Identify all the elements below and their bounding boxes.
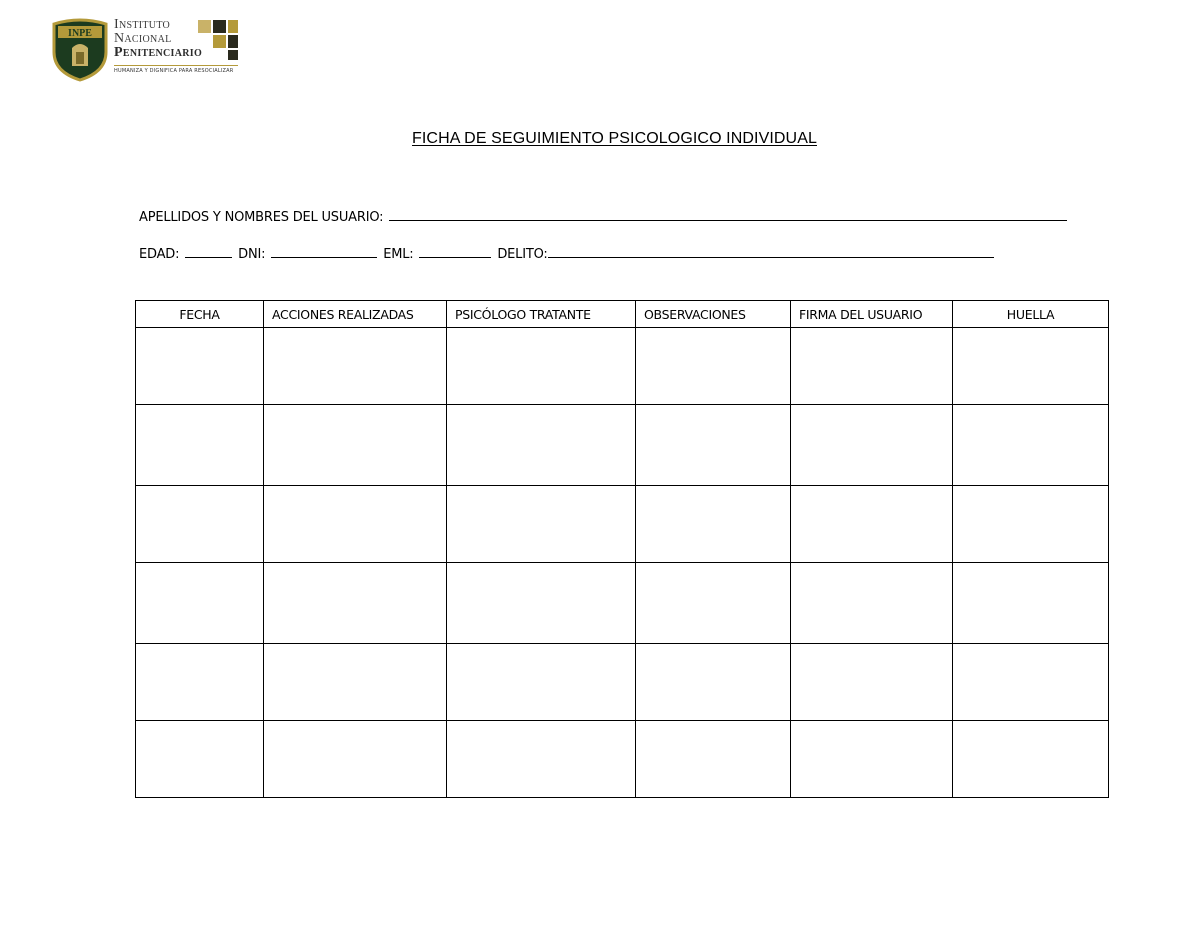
edad-label: EDAD:	[139, 247, 180, 262]
table-cell[interactable]	[791, 644, 953, 721]
table-cell[interactable]	[264, 721, 447, 798]
table-cell[interactable]	[136, 721, 264, 798]
table-cell[interactable]	[636, 563, 791, 644]
header-observaciones: OBSERVACIONES	[636, 301, 791, 328]
inpe-shield-icon	[50, 18, 110, 82]
table-cell[interactable]	[447, 721, 636, 798]
table-cell[interactable]	[953, 486, 1109, 563]
form-line-datos	[139, 244, 996, 262]
logo-slogan: HUMANIZA Y DIGNIFICA PARA RESOCIALIZAR	[114, 68, 234, 74]
table-cell[interactable]	[636, 328, 791, 405]
table-cell[interactable]	[953, 563, 1109, 644]
table-cell[interactable]	[791, 721, 953, 798]
table-cell[interactable]	[791, 328, 953, 405]
table-cell[interactable]	[264, 563, 447, 644]
table-cell[interactable]	[136, 644, 264, 721]
header-fecha: FECHA	[136, 301, 264, 328]
eml-blank[interactable]	[419, 244, 491, 258]
table-cell[interactable]	[264, 644, 447, 721]
header-firma: FIRMA DEL USUARIO	[791, 301, 953, 328]
header-acciones: ACCIONES REALIZADAS	[264, 301, 447, 328]
logo-line-2: Nacional	[114, 31, 172, 46]
table-cell[interactable]	[136, 328, 264, 405]
table-row	[136, 486, 1109, 563]
header-psicologo: PSICÓLOGO TRATANTE	[447, 301, 636, 328]
nombres-label: APELLIDOS Y NOMBRES DEL USUARIO:	[139, 210, 384, 225]
table-cell[interactable]	[636, 405, 791, 486]
table-row	[136, 328, 1109, 405]
logo-rule	[114, 65, 238, 66]
form-line-nombres	[139, 207, 1069, 225]
table-cell[interactable]	[953, 644, 1109, 721]
table-cell[interactable]	[447, 563, 636, 644]
tracking-table	[135, 300, 1109, 798]
logo-line-1: Instituto	[114, 17, 171, 32]
table-row	[136, 405, 1109, 486]
table-header-row	[136, 301, 1109, 328]
table-cell[interactable]	[953, 405, 1109, 486]
table-cell[interactable]	[791, 405, 953, 486]
table-cell[interactable]	[264, 405, 447, 486]
dni-blank[interactable]	[271, 244, 377, 258]
edad-blank[interactable]	[185, 244, 232, 258]
table-cell[interactable]	[447, 328, 636, 405]
logo-line-3: Penitenciario	[114, 45, 203, 60]
eml-label: EML:	[383, 247, 414, 262]
delito-label: DELITO:	[497, 247, 548, 262]
table-cell[interactable]	[136, 405, 264, 486]
nombres-blank[interactable]	[389, 207, 1067, 221]
table-cell[interactable]	[264, 486, 447, 563]
table-cell[interactable]	[636, 721, 791, 798]
table-cell[interactable]	[791, 486, 953, 563]
table-cell[interactable]	[264, 328, 447, 405]
table-row	[136, 644, 1109, 721]
logo-squares-icon	[198, 20, 242, 64]
table-cell[interactable]	[953, 328, 1109, 405]
inpe-logo	[50, 18, 250, 82]
table-cell[interactable]	[136, 486, 264, 563]
table-row	[136, 563, 1109, 644]
table-cell[interactable]	[636, 644, 791, 721]
table-row	[136, 721, 1109, 798]
table-cell[interactable]	[447, 486, 636, 563]
table-cell[interactable]	[136, 563, 264, 644]
dni-label: DNI:	[238, 247, 266, 262]
header-huella: HUELLA	[953, 301, 1109, 328]
table-cell[interactable]	[636, 486, 791, 563]
badge-text: INPE	[68, 28, 92, 39]
table-cell[interactable]	[447, 644, 636, 721]
table-cell[interactable]	[447, 405, 636, 486]
table-cell[interactable]	[791, 563, 953, 644]
delito-blank[interactable]	[548, 244, 994, 258]
table-cell[interactable]	[953, 721, 1109, 798]
page-title: FICHA DE SEGUIMIENTO PSICOLOGICO INDIVIDUAL	[412, 130, 817, 147]
